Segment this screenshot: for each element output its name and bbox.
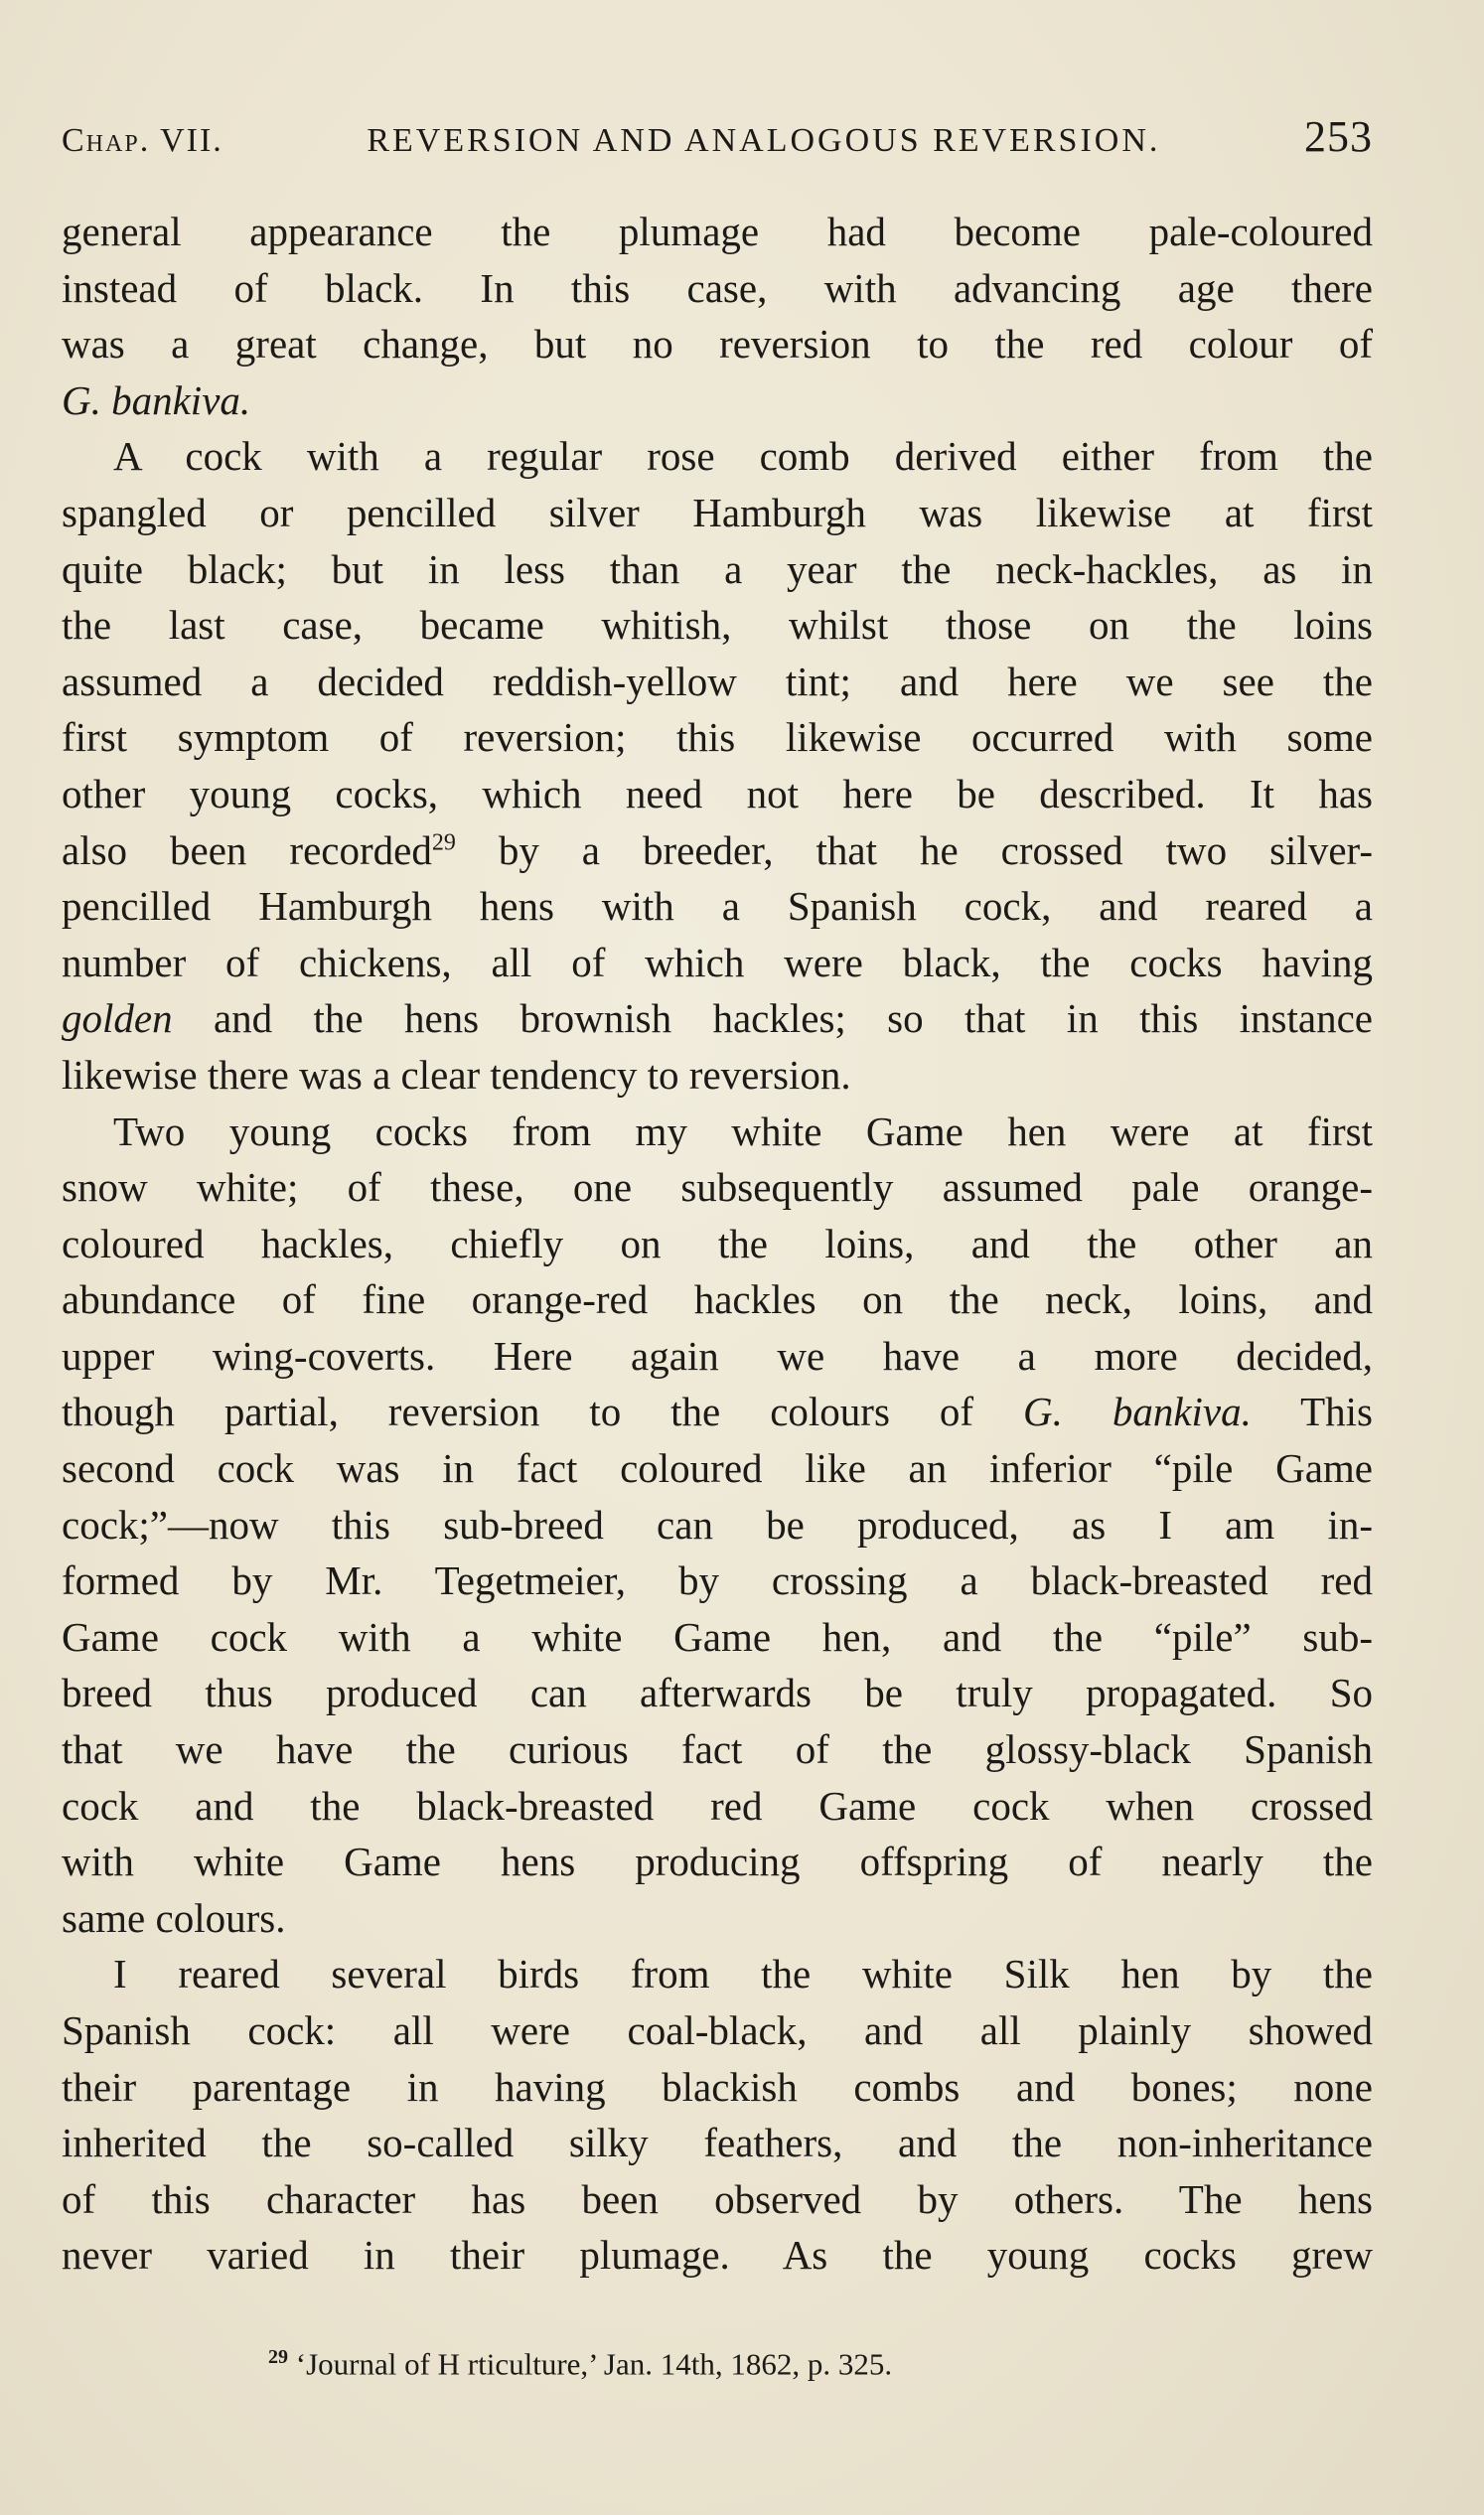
line-text-after: by a breeder, that he crossed two silver- bbox=[455, 826, 1374, 873]
text-line bbox=[62, 428, 1373, 485]
text-line bbox=[62, 709, 1373, 766]
line-text: A cock with a regular rose comb derived either from the bbox=[113, 433, 1373, 480]
text-line bbox=[62, 2171, 1373, 2228]
line-text: pencilled Hamburgh hens with a Spanish cock, and reared a bbox=[62, 883, 1373, 930]
line-text: abundance of fine orange-red hackles on the neck, loins, and bbox=[62, 1276, 1373, 1323]
text-line bbox=[62, 935, 1373, 991]
line-text: was a great change, but no reversion to the red colour of bbox=[62, 321, 1373, 368]
line-text: assumed a decided reddish-yellow tint; and here we see the bbox=[62, 658, 1373, 704]
text-line bbox=[62, 2002, 1373, 2059]
line-text: cock and the black-breasted red Game cock when crossed bbox=[62, 1782, 1373, 1829]
text-line bbox=[62, 990, 1373, 1047]
running-header bbox=[62, 111, 1373, 171]
line-text: formed by Mr. Tegetmeier, by crossing a black-breasted red bbox=[62, 1557, 1373, 1604]
line-text: same colours. bbox=[62, 1894, 286, 1941]
line-text: first symptom of reversion; this likewise occurred with some bbox=[62, 714, 1373, 761]
text-line bbox=[62, 1328, 1373, 1385]
line-text: second cock was in fact coloured like an inferior “pile Game bbox=[62, 1445, 1373, 1492]
text-line bbox=[62, 1890, 1373, 1947]
italic-text: G. bankiva. bbox=[1023, 1389, 1252, 1435]
text-line bbox=[62, 1104, 1373, 1160]
text-line bbox=[62, 2227, 1373, 2284]
line-text: Spanish cock: all were coal-black, and all plainly showed bbox=[62, 2007, 1373, 2053]
text-line bbox=[62, 1384, 1373, 1440]
text-line bbox=[62, 1778, 1373, 1835]
text-line bbox=[62, 1216, 1373, 1272]
text-line bbox=[62, 1553, 1373, 1609]
line-text: number of chickens, all of which were black, the cocks having bbox=[62, 939, 1373, 985]
text-line bbox=[62, 485, 1373, 541]
page-number: 253 bbox=[1303, 112, 1373, 161]
footnote-reference: 29 bbox=[431, 828, 456, 855]
line-text: general appearance the plumage had become pale-coloured bbox=[62, 209, 1373, 254]
text-line bbox=[62, 1665, 1373, 1721]
text-line bbox=[62, 766, 1373, 822]
line-text: their parentage in having blackish combs and bones; none bbox=[62, 2063, 1373, 2110]
italic-text: G. bankiva. bbox=[62, 376, 251, 423]
line-text: other young cocks, which need not here be described. It has bbox=[62, 770, 1373, 816]
text-line bbox=[62, 1721, 1373, 1778]
footnote bbox=[268, 2346, 892, 2382]
footnote-text: ‘Journal of H rticulture,’ Jan. 14th, 1862, p. 325. bbox=[295, 2346, 893, 2382]
line-text: snow white; of these, one subsequently assumed pale orange- bbox=[62, 1164, 1373, 1211]
text-line bbox=[62, 654, 1373, 710]
text-line bbox=[62, 878, 1373, 935]
line-text-after: and the hens brownish hackles; so that in this instance bbox=[172, 995, 1373, 1042]
line-text: likewise there was a clear tendency to reversion. bbox=[62, 1051, 851, 1098]
line-text: upper wing-coverts. Here again we have a more decided, bbox=[62, 1332, 1373, 1379]
line-text: cock;”—now this sub-breed can be produced, as I am in- bbox=[62, 1501, 1373, 1548]
line-text: I reared several birds from the white Silk hen by the bbox=[113, 1951, 1373, 1997]
line-text: quite black; but in less than a year the neck-hackles, as in bbox=[62, 545, 1373, 592]
text-line bbox=[62, 1271, 1373, 1328]
text-line bbox=[62, 2059, 1373, 2116]
line-text: breed thus produced can afterwards be truly propagated. So bbox=[62, 1670, 1373, 1716]
line-text: instead of black. In this case, with advancing age there bbox=[62, 264, 1373, 311]
text-line bbox=[62, 204, 1373, 260]
line-text: Game cock with a white Game hen, and the “pile” sub- bbox=[62, 1613, 1373, 1660]
text-line bbox=[62, 2115, 1373, 2171]
text-line bbox=[62, 1440, 1373, 1497]
text-line bbox=[62, 260, 1373, 317]
line-text: never varied in their plumage. As the young cocks grew bbox=[62, 2232, 1373, 2279]
line-text: Two young cocks from my white Game hen were at first bbox=[113, 1108, 1373, 1154]
text-line bbox=[62, 822, 1373, 879]
text-line bbox=[62, 1834, 1373, 1890]
line-text: the last case, became whitish, whilst those on the loins bbox=[62, 602, 1373, 649]
text-line bbox=[62, 372, 1373, 429]
chapter-label: Chap. VII. bbox=[62, 122, 223, 159]
line-text-before: also been recorded bbox=[62, 826, 432, 873]
body-text bbox=[62, 204, 1373, 2284]
line-text: of this character has been observed by others. The hens bbox=[62, 2175, 1373, 2222]
text-line bbox=[62, 1609, 1373, 1666]
text-line bbox=[62, 1497, 1373, 1553]
line-text: inherited the so-called silky feathers, and the non-inheritance bbox=[62, 2120, 1373, 2166]
line-text: spangled or pencilled silver Hamburgh was likewise at first bbox=[62, 489, 1373, 535]
footnote-mark: 29 bbox=[268, 2346, 288, 2368]
text-line bbox=[62, 316, 1373, 372]
text-line bbox=[62, 1047, 1373, 1104]
line-text: coloured hackles, chiefly on the loins, and the other an bbox=[62, 1220, 1373, 1266]
line-text: with white Game hens producing offspring of nearly the bbox=[62, 1839, 1373, 1885]
text-line bbox=[62, 541, 1373, 598]
text-line bbox=[62, 597, 1373, 654]
text-line bbox=[62, 1159, 1373, 1216]
running-title: REVERSION AND ANALOGOUS REVERSION. bbox=[367, 122, 1161, 159]
line-text-after: This bbox=[1251, 1389, 1374, 1435]
line-text: that we have the curious fact of the glossy-black Spanish bbox=[62, 1726, 1373, 1773]
line-text-before: though partial, reversion to the colours of bbox=[62, 1389, 1024, 1435]
text-line bbox=[62, 1946, 1373, 2002]
italic-text: golden bbox=[62, 995, 173, 1042]
